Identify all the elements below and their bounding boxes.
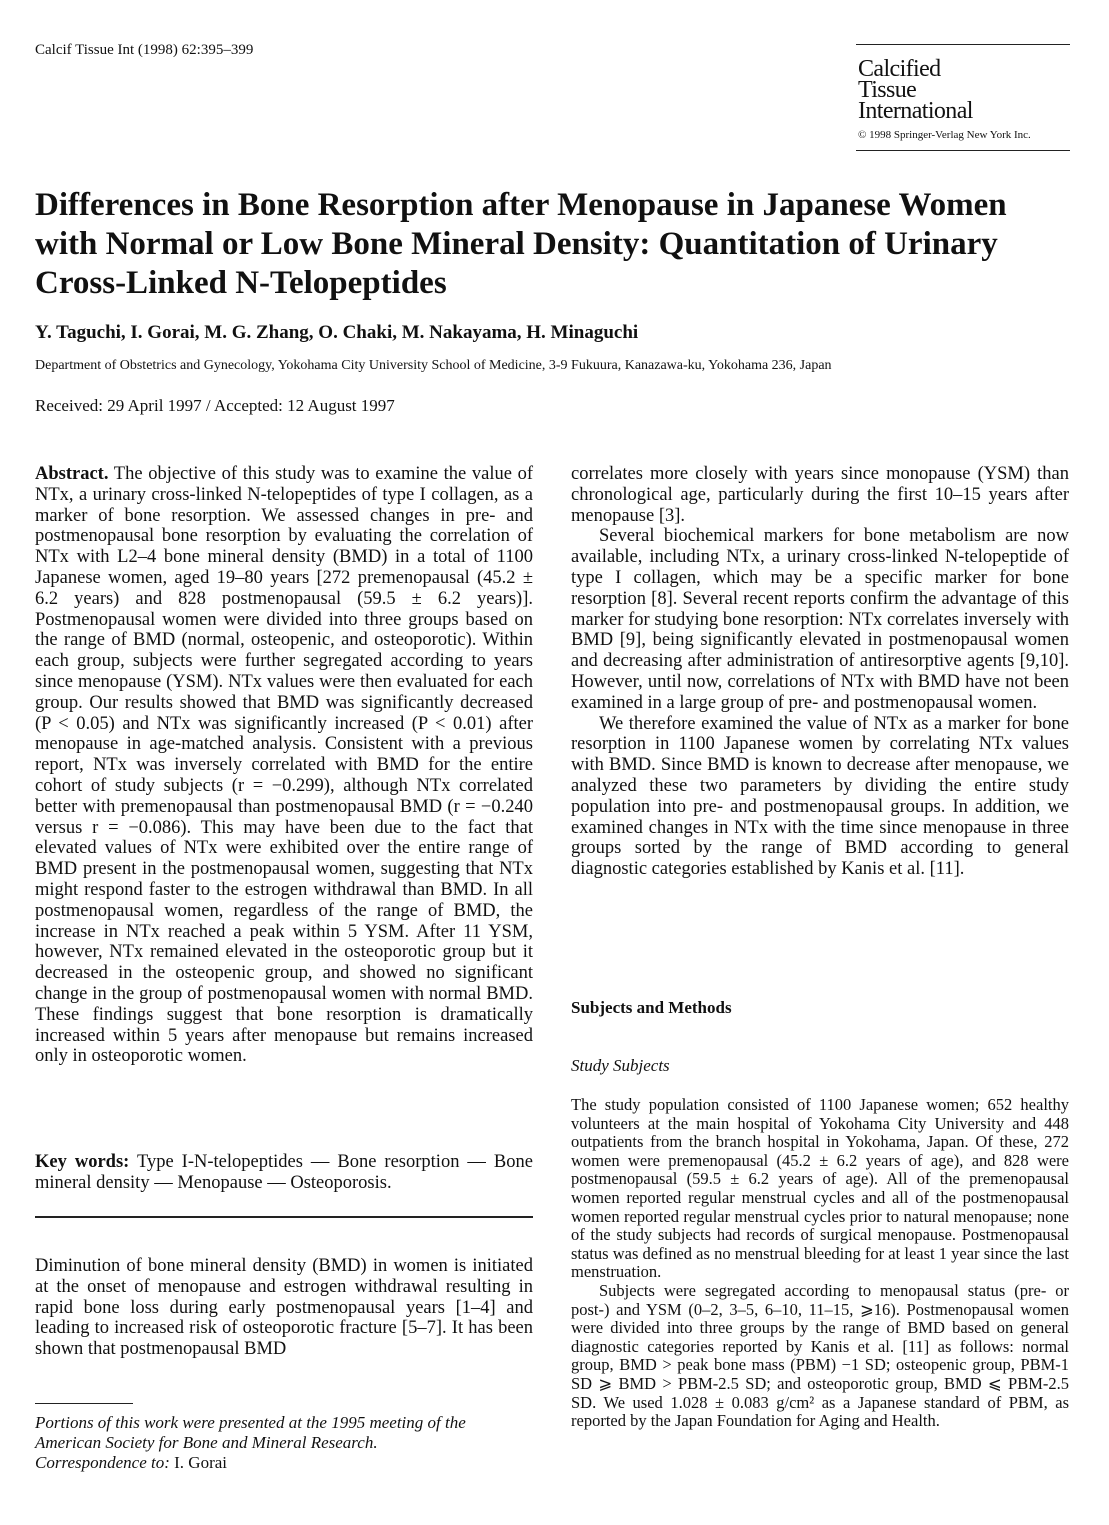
copyright-notice: © 1998 Springer-Verlag New York Inc. xyxy=(858,129,1031,141)
abstract xyxy=(35,464,533,1067)
author-list: Y. Taguchi, I. Gorai, M. G. Zhang, O. Chaki, M. Nakayama, H. Minaguchi xyxy=(35,322,639,343)
abstract-text: The objective of this study was to examine the value of NTx, a urinary cross-linked N-telopeptides of type I collagen, as a marker of bone resorption. We assessed changes in pre- and postmenopausal bone resorption by evaluating the correlation of NTx with L2–4 bone mineral density (BMD) in a total of 1100 Japanese women, aged 19–80 years [272 premenopausal (45.2 ± 6.2 years) and 828 postmenopausal (59.5 ± 6.2 years)]. Postmenopausal women were divided into three groups based on the range of BMD (normal, osteopenic, and osteoporotic). Within each group, subjects were further segregated according to years since menopause (YSM). NTx values were then evaluated for each group. Our results showed that BMD was significantly decreased (P < 0.05) and NTx was significantly increased (P < 0.01) after menopause in age-matched analysis. Consistent with a previous report, NTx was inversely correlated with BMD for the entire cohort of study subjects (r = −0.299), although NTx correlated better with premenopausal than postmenopausal BMD (r = −0.240 versus r = −0.086). This may have been due to the fact that elevated values of NTx were exhibited over the entire range of BMD present in the postmenopausal women, suggesting that NTx might respond faster to the estrogen withdrawal than BMD. In all postmenopausal women, regardless of the range of BMD, the increase in NTx reached a peak within 5 YSM. After 11 YSM, however, NTx remained elevated in the osteoporotic group but it decreased in the osteopenic group, and showed no significant change in the group of postmenopausal women with normal BMD. These findings suggest that bone resorption is dramatically increased within 5 years after menopause but remains increased only in osteoporotic women. xyxy=(35,464,533,1067)
journal-logo xyxy=(856,44,1070,151)
intro-paragraph: Diminution of bone mineral density (BMD) in women is initiated at the onset of menopause and estrogen withdrawal resulting in rapid bone loss during early postmenopausal years [1–4] and leading to increased risk of osteoporotic fracture [5–7]. It has been shown that postmenopausal BMD xyxy=(35,1256,533,1360)
section-heading: Subjects and Methods xyxy=(571,998,732,1017)
introduction xyxy=(35,1256,533,1360)
journal-name xyxy=(858,56,973,124)
intro-paragraph: Several biochemical markers for bone metabolism are now available, including NTx, a urinary cross-linked N-telopeptide of type I collagen, which may be a specific marker for bone resorption [8]. Several recent reports confirm the advantage of this marker for studying bone resorption: NTx correlates inversely with BMD [9], being significantly elevated in postmenopausal women and decreasing after administration of antiresorptive agents [9,10]. However, until now, correlations of NTx with BMD have not been examined in a large group of pre- and postmenopausal women. xyxy=(571,526,1069,713)
article-title: Differences in Bone Resorption after Menopause in Japanese Women with Normal or Low Bone Mineral Density: Quantitation of Urinary Cross-Linked N-Telopeptides xyxy=(35,187,1007,301)
intro-paragraph: We therefore examined the value of NTx as a marker for bone resorption in 1100 Japanese women by correlating NTx values with BMD. Since BMD is known to decrease after menopause, we analyzed these two parameters by dividing the entire study population into pre- and postmenopausal groups. In addition, we examined changes in NTx with the time since menopause in three groups sorted by the range of BMD according to general diagnostic categories established by Kanis et al. [11]. xyxy=(571,713,1069,880)
affiliation: Department of Obstetrics and Gynecology, Yokohama City University School of Medicine, 3-9 Fukuura, Kanazawa-ku, Yokohama 236, Japan xyxy=(35,358,832,373)
correspondence xyxy=(35,1453,533,1473)
correspondence-label: Correspondence to: xyxy=(35,1453,170,1472)
journal-name-line-1: Calcified xyxy=(858,56,941,82)
abstract-label: Abstract. xyxy=(35,464,109,484)
keywords-text: Type I-N-telopeptides — Bone resorption — Bone mineral density — Menopause — Osteoporosis. xyxy=(35,1152,533,1193)
keywords-label: Key words: xyxy=(35,1152,130,1172)
journal-name-line-2: Tissue xyxy=(858,77,917,103)
methods-paragraph: Subjects were segregated according to menopausal status (pre- or post-) and YSM (0–2, 3–5, 6–10, 11–15, ⩾16). Postmenopausal women were divided into three groups by the range of BMD based on general diagnostic categories reported by Kanis et al. [11] as follows: normal group, BMD > peak bone mass (PBM) −1 SD; osteopenic group, PBM-1 SD ⩾ BMD > PBM-2.5 SD; and osteoporotic group, BMD ⩽ PBM-2.5 SD. We used 1.028 ± 0.083 g/cm² as a Japanese standard of PBM, as reported by the Japan Foundation for Aging and Health. xyxy=(571,1280,1069,1431)
study-subjects-section xyxy=(571,1096,1069,1431)
correspondence-name: I. Gorai xyxy=(174,1453,227,1472)
journal-citation: Calcif Tissue Int (1998) 62:395–399 xyxy=(35,42,254,58)
footnote xyxy=(35,1413,533,1473)
introduction-continued xyxy=(571,464,1069,880)
footnote-presentation: Portions of this work were presented at the 1995 meeting of the American Society for Bone and Mineral Research. xyxy=(35,1413,466,1452)
received-dates: Received: 29 April 1997 / Accepted: 12 August 1997 xyxy=(35,396,395,415)
intro-paragraph: correlates more closely with years since monopause (YSM) than chronological age, particularly during the first 10–15 years after menopause [3]. xyxy=(571,464,1069,526)
journal-name-line-3: International xyxy=(858,98,973,124)
methods-paragraph: The study population consisted of 1100 Japanese women; 652 healthy volunteers at the main hospital of Yokohama City University and 448 outpatients from the branch hospital in Yokohama, Japan. Of these, 272 women were premenopausal (45.2 ± 6.2 years of age), and 828 were postmenopausal (59.5 ± 6.2 years of age). All of the premenopausal women reported regular menstrual cycles and all of the postmenopausal women reported regular menstrual cycles prior to natural menopause; none of the study subjects had records of surgical menopause. Postmenopausal status was defined as no menstrual bleeding for at least 1 year since the last menstruation. xyxy=(571,1095,1069,1282)
section-divider xyxy=(35,1216,533,1218)
keywords xyxy=(35,1152,533,1194)
subsection-heading: Study Subjects xyxy=(571,1056,670,1075)
footnote-divider xyxy=(35,1403,133,1404)
